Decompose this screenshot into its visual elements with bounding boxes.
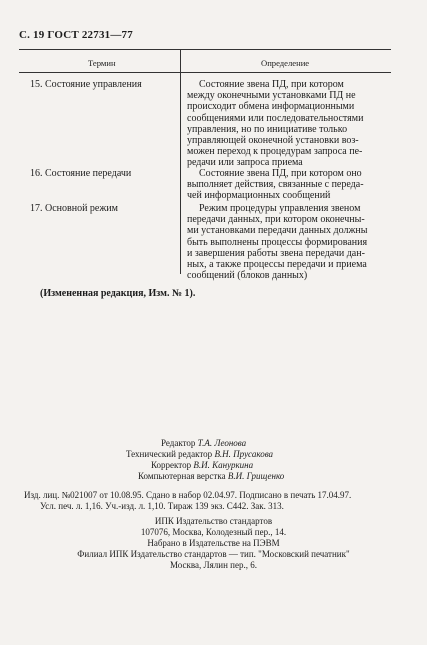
credit-tech-editor xyxy=(126,449,273,461)
print-info-line-1: Изд. лиц. №021007 от 10.08.95. Сдано в набор 02.04.97. Подписано в печать 17.04.97. xyxy=(24,490,352,500)
definition-line: редачи или запроса приема xyxy=(187,157,303,169)
definition-line: и завершения работы звена передачи дан- xyxy=(187,247,365,259)
printing-house-address: Москва, Лялин пер., 6. xyxy=(170,560,257,570)
publisher-name: ИПК Издательство стандартов xyxy=(154,516,273,526)
credit-layout xyxy=(138,471,284,483)
publisher-address: 107076, Москва, Колодезный пер., 14. xyxy=(140,527,287,537)
credit-role: Редактор xyxy=(161,438,196,448)
definition-line: Состояние звена ПД, при котором оно xyxy=(199,168,362,179)
definition-line: ных, а также процессы передачи и приема xyxy=(187,259,367,271)
definition-line: можен переход к процедурам запроса пе- xyxy=(187,146,363,158)
amendment-note: (Измененная редакция, Изм. № 1). xyxy=(40,288,196,299)
table-column-divider xyxy=(180,49,181,274)
term-16: 16. Состояние передачи xyxy=(30,168,132,179)
table-top-rule xyxy=(19,49,391,50)
table-header-rule xyxy=(19,72,391,73)
credit-name: В.И. Грищенко xyxy=(227,471,285,481)
definition-16 xyxy=(187,168,389,202)
definition-line: сообщений (блоков данных) xyxy=(187,270,308,282)
definition-line: сообщениями или последовательностями xyxy=(187,112,364,124)
definition-line: передачи данных, при котором оконечны- xyxy=(187,214,365,226)
definition-line: между оконечными установками ПД не xyxy=(187,90,356,102)
definition-line: происходит обмена информационными xyxy=(187,101,355,113)
credit-corrector xyxy=(151,460,253,472)
credit-name: В.И. Кануркина xyxy=(193,460,254,470)
definition-line: управления, но по инициативе только xyxy=(187,123,348,135)
definition-line: Режим процедуры управления звеном xyxy=(199,203,361,214)
term-15: 15. Состояние управления xyxy=(30,79,142,90)
page-header: С. 19 ГОСТ 22731—77 xyxy=(19,29,133,41)
printing-house: Филиал ИПК Издательство стандартов — тип. "Московский печатник" xyxy=(77,549,350,559)
credit-role: Технический редактор xyxy=(126,449,213,459)
credit-editor xyxy=(161,438,246,450)
definition-15 xyxy=(187,79,389,169)
credit-role: Компьютерная верстка xyxy=(138,471,226,481)
print-info-line-2: Усл. печ. л. 1,16. Уч.-изд. л. 1,10. Тираж 139 экз. С442. Зак. 313. xyxy=(40,501,284,511)
definition-line: управляющей оконечной установки воз- xyxy=(187,135,359,147)
definition-line: ми установками передачи данных должны xyxy=(187,225,368,237)
definition-line: выполняет действия, связанные с переда- xyxy=(187,179,364,191)
definition-line: чей информационных сообщений xyxy=(187,190,331,202)
typeset-note: Набрано в Издательстве на ПЭВМ xyxy=(147,538,280,548)
credit-name: В.Н. Прусакова xyxy=(214,449,274,459)
definition-line: быть выполнены процессы формирования xyxy=(187,236,368,248)
column-header-term: Термин xyxy=(88,58,116,68)
definition-17 xyxy=(187,203,389,281)
credit-name: Т.А. Леонова xyxy=(197,438,247,448)
definition-line: Состояние звена ПД, при котором xyxy=(199,79,344,90)
credit-role: Корректор xyxy=(151,460,192,470)
term-17: 17. Основной режим xyxy=(30,203,118,214)
column-header-definition: Определение xyxy=(261,58,310,68)
